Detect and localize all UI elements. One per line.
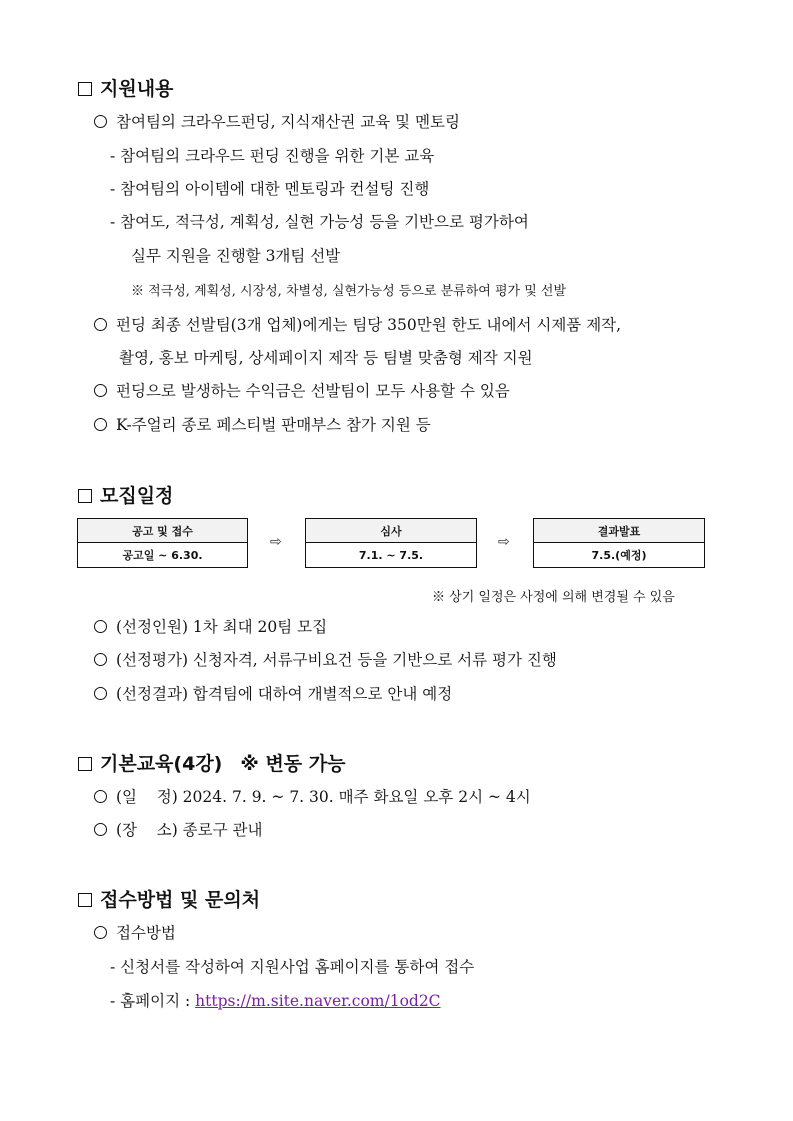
circle-bullet-icon: [94, 418, 107, 431]
apply-dash-2: [110, 989, 441, 1011]
support-bullet-2a: 펀딩 최종 선발팀(3개 업체)에게는 팀당 350만원 한도 내에서 시제품 제작,: [94, 313, 621, 335]
circle-bullet-icon: [94, 115, 107, 128]
circle-bullet-icon: [94, 384, 107, 397]
education-title-note: ※ 변동 가능: [240, 753, 346, 775]
circle-bullet-icon: [94, 790, 107, 803]
support-bullet-1: 참여팀의 크라우드펀딩, 지식재산권 교육 및 멘토링: [94, 110, 460, 132]
schedule-bullet-1: (선정인원) 1차 최대 20팀 모집: [94, 615, 327, 637]
section-heading-apply: 접수방법 및 문의처: [78, 885, 260, 912]
support-dash-3b: 실무 지원을 진행할 3개팀 선발: [131, 247, 341, 265]
schedule-step-value: 7.1. ~ 7.5.: [358, 548, 424, 562]
schedule-step-2: [305, 518, 477, 568]
education-bullet-1: (일 정) 2024. 7. 9. ~ 7. 30. 매주 화요일 오후 2시 ~ 4시: [94, 785, 531, 807]
right-arrow-icon: ⇨: [270, 534, 282, 550]
schedule-step-value: 7.5.(예정): [591, 549, 647, 562]
section-heading-support: 지원내용: [78, 74, 173, 101]
homepage-label: - 홈페이지 :: [110, 992, 196, 1010]
schedule-step-label: 결과발표: [534, 519, 704, 543]
square-bullet-icon: [78, 893, 92, 907]
support-bullet-4: K-주얼리 종로 페스티벌 판매부스 참가 지원 등: [94, 413, 431, 435]
homepage-link[interactable]: https://m.site.naver.com/1od2C: [195, 992, 441, 1010]
circle-bullet-icon: [94, 687, 107, 700]
square-bullet-icon: [78, 82, 92, 96]
support-dash-1: - 참여팀의 크라우드 펀딩 진행을 위한 기본 교육: [110, 147, 435, 165]
schedule-bullet-3: (선정결과) 합격팀에 대하여 개별적으로 안내 예정: [94, 682, 452, 704]
square-bullet-icon: [78, 489, 92, 503]
square-bullet-icon: [78, 757, 92, 771]
schedule-step-1: [77, 518, 248, 568]
circle-bullet-icon: [94, 823, 107, 836]
schedule-bullet-2: (선정평가) 신청자격, 서류구비요건 등을 기반으로 서류 평가 진행: [94, 648, 557, 670]
circle-bullet-icon: [94, 318, 107, 331]
apply-bullet-1: 접수방법: [94, 921, 176, 943]
circle-bullet-icon: [94, 620, 107, 633]
schedule-step-3: [533, 518, 705, 568]
support-dash-3a: - 참여도, 적극성, 계획성, 실현 가능성 등을 기반으로 평가하여: [110, 213, 529, 231]
support-note: ※ 적극성, 계획성, 시장성, 차별성, 실현가능성 등으로 분류하여 평가 및 선발: [131, 284, 567, 299]
schedule-step-value: 공고일 ~ 6.30.: [122, 549, 203, 562]
support-bullet-3: 펀딩으로 발생하는 수익금은 선발팀이 모두 사용할 수 있음: [94, 379, 510, 401]
right-arrow-icon: ⇨: [498, 534, 510, 550]
support-bullet-2b: 촬영, 홍보 마케팅, 상세페이지 제작 등 팀별 맞춤형 제작 지원: [119, 349, 533, 367]
education-bullet-2: (장 소) 종로구 관내: [94, 818, 262, 840]
circle-bullet-icon: [94, 926, 107, 939]
schedule-step-label: 공고 및 접수: [78, 519, 247, 543]
support-dash-2: - 참여팀의 아이템에 대한 멘토링과 컨설팅 진행: [110, 180, 430, 198]
schedule-note: ※ 상기 일정은 사정에 의해 변경될 수 있음: [432, 590, 675, 605]
circle-bullet-icon: [94, 653, 107, 666]
schedule-step-label: 심사: [306, 519, 476, 543]
section-heading-schedule: 모집일정: [78, 481, 173, 508]
apply-dash-1: - 신청서를 작성하여 지원사업 홈페이지를 통하여 접수: [110, 958, 475, 976]
section-heading-education: 기본교육(4강) ※ 변동 가능: [78, 749, 345, 776]
